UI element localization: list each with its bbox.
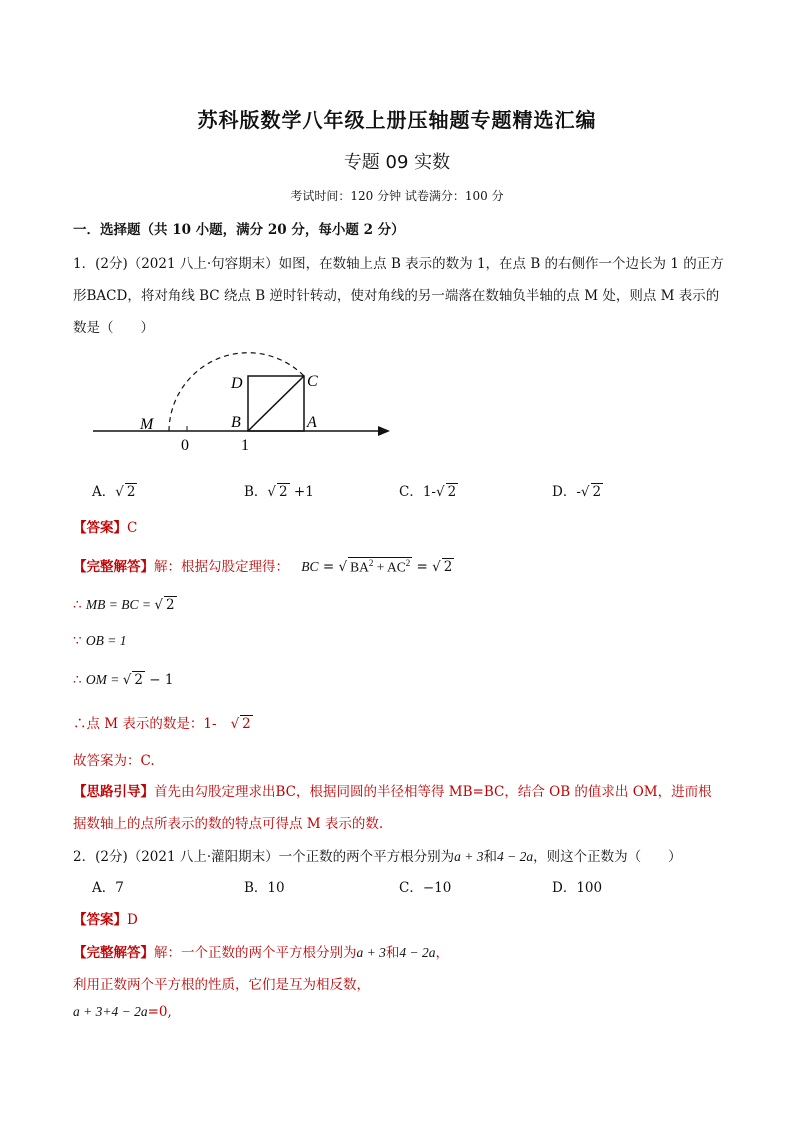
q1-solution-mb: ∴ MB = BC = √ 2 — [73, 597, 175, 613]
document-subtitle: 专题 09 实数 — [343, 152, 451, 173]
q2-solution-line2: 利用正数两个平方根的性质，它们是互为相反数， — [73, 977, 370, 993]
axis-arrow — [378, 426, 390, 436]
q2-choice-c: C．−10 — [399, 880, 452, 896]
document-title: 苏科版数学八年级上册压轴题专题精选汇编 — [197, 108, 597, 132]
q1-solution-line1: 【完整解答】解：根据勾股定理得： BC = √ $BA^2 + AC^2$ = √ 2 — [73, 557, 453, 575]
exam-meta: 考试时间：120 分钟 试卷满分：100 分 — [290, 189, 504, 203]
q1-line3: 数是（ ） — [73, 320, 154, 336]
q1-choice-b: B．√ 2 +1 — [244, 484, 314, 500]
q1-choice-a: A．√ 2 — [92, 484, 136, 500]
label-c: C — [307, 373, 318, 390]
q1-solution-ob: ∵ OB = 1 — [73, 633, 127, 649]
q1-choice-c: C．1-√ 2 — [399, 484, 457, 500]
q2-line1: 2．(2分)（2021 八上·灌阳期末）一个正数的两个平方根分别为a + 3和4 − 2a，则这个正数为（ ） — [73, 849, 682, 865]
q2-choice-d: D．100 — [552, 880, 603, 896]
section-heading: 一．选择题（共 10 小题，满分 20 分，每小题 2 分） — [73, 222, 405, 238]
label-one: 1 — [241, 437, 249, 454]
diagonal-bc — [248, 376, 304, 431]
q1-solution-point-m: ∴点 M 表示的数是：1- √ 2 — [73, 716, 251, 732]
q2-solution-line1: 【完整解答】解：一个正数的两个平方根分别为a + 3和4 − 2a， — [73, 945, 449, 961]
q1-hint-line2: 据数轴上的点所表示的数的特点可得点 M 表示的数. — [73, 816, 384, 832]
label-a: A — [307, 414, 317, 431]
label-zero: 0 — [181, 437, 189, 454]
q1-answer: 【答案】C — [73, 520, 138, 536]
q1-choice-d: D．-√ 2 — [552, 484, 602, 500]
q2-choice-b: B．10 — [244, 880, 285, 896]
q2-solution-line3: a + 3+4 − 2a=0, — [73, 1004, 172, 1020]
q2-choice-a: A．7 — [92, 880, 124, 896]
label-b: B — [231, 414, 241, 431]
number-line-figure — [88, 345, 398, 455]
q1-conclusion: 故答案为：C. — [73, 753, 155, 769]
q1-line1: 1．(2分)（2021 八上·句容期末）如图，在数轴上点 B 表示的数为 1，在点 B 的右侧作一个边长为 1 的正方 — [73, 256, 724, 272]
q2-answer: 【答案】D — [73, 912, 138, 928]
q1-solution-om: ∴ OM = √ 2 − 1 — [73, 672, 174, 688]
label-d: D — [231, 375, 243, 392]
q1-hint-line1: 【思路引导】首先由勾股定理求出BC，根据同圆的半径相等得 MB=BC，结合 OB 的值求出 OM，进而根 — [73, 784, 712, 800]
q1-line2: 形BACD，将对角线 BC 绕点 B 逆时针转动，使对角线的另一端落在数轴负半轴的点 M 处，则点 M 表示的 — [73, 288, 720, 304]
label-m: M — [140, 416, 154, 433]
